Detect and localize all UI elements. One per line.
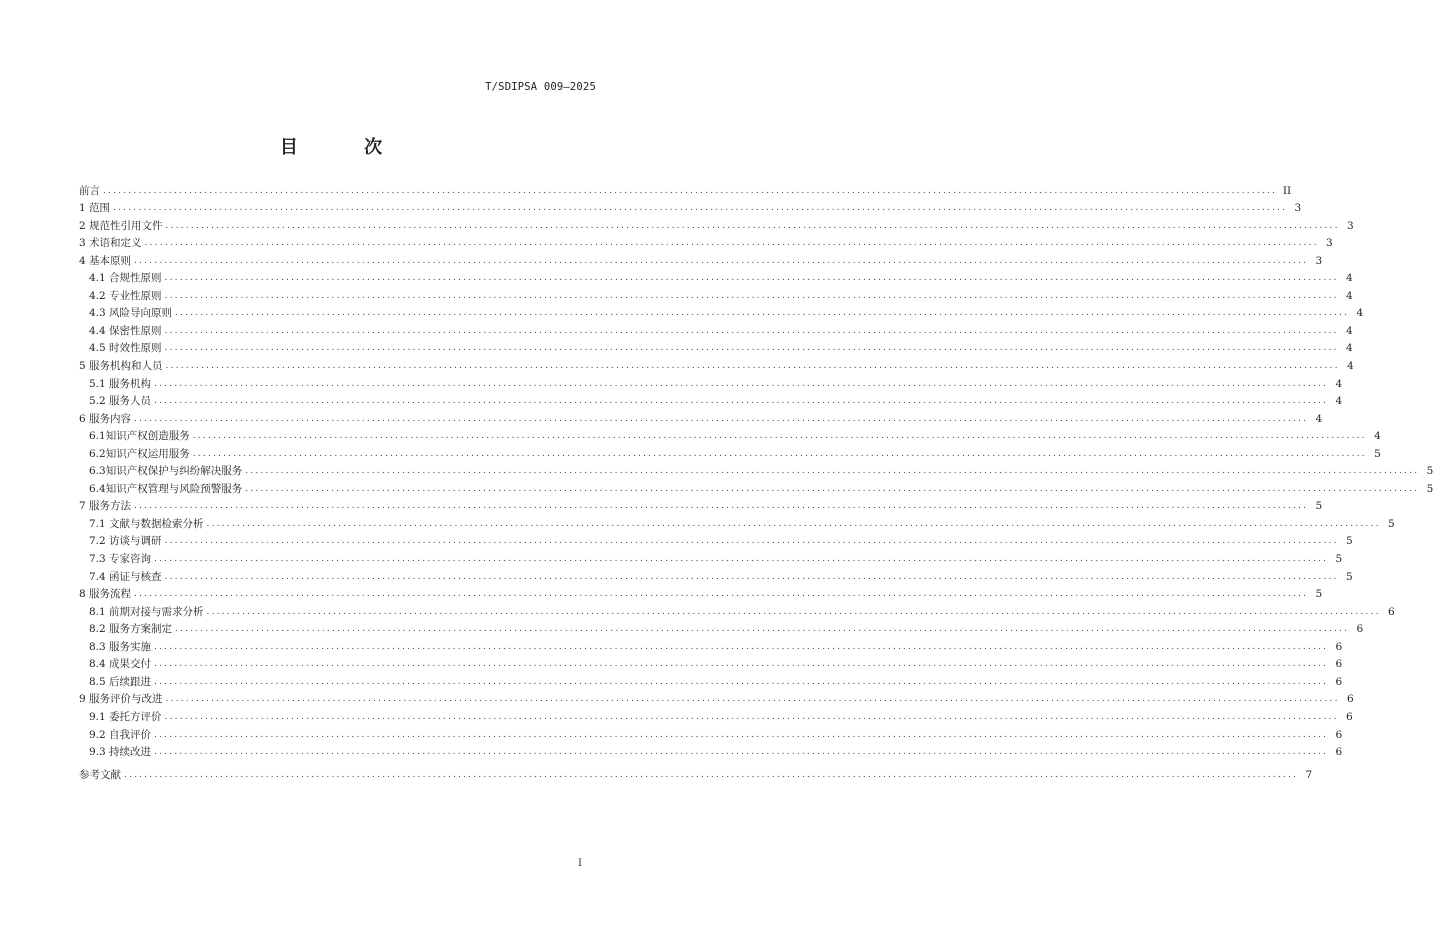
toc-entry-page: 3 bbox=[1346, 219, 1354, 232]
toc-entry-page: 6 bbox=[1335, 640, 1343, 653]
toc-entry-label: 5 服务机构和人员 bbox=[79, 360, 163, 373]
toc-entry-label: 5.1 服务机构 bbox=[89, 377, 152, 390]
toc-entry-page: 3 bbox=[1294, 202, 1302, 215]
toc-title: 目 次 bbox=[279, 137, 413, 158]
toc-entry-page: 4 bbox=[1345, 342, 1353, 355]
toc-entry-label: 6 服务内容 bbox=[79, 412, 132, 425]
toc-entry[interactable] bbox=[79, 548, 1343, 566]
toc-entry[interactable] bbox=[79, 285, 1353, 303]
toc-leader-dots: ........................................................................................................................................................................................................................................ bbox=[154, 676, 1329, 687]
toc-entry-label: 前言 bbox=[79, 184, 100, 197]
toc-entry[interactable] bbox=[79, 443, 1381, 461]
toc-leader-dots: ........................................................................................................................................................................................................................................ bbox=[165, 220, 1340, 231]
toc-entry[interactable] bbox=[79, 742, 1343, 760]
toc-entry[interactable] bbox=[79, 765, 1313, 783]
toc-entry[interactable] bbox=[79, 320, 1353, 338]
toc-entry-label: 参考文献 bbox=[79, 769, 121, 782]
toc-leader-dots: ........................................................................................................................................................................................................................................ bbox=[164, 711, 1339, 722]
toc-entry-label: 7.2 访谈与调研 bbox=[89, 535, 162, 548]
toc-entry[interactable] bbox=[79, 233, 1333, 251]
toc-leader-dots: ........................................................................................................................................................................................................................................ bbox=[154, 729, 1329, 740]
toc-entry-page: 6 bbox=[1345, 710, 1353, 723]
toc-leader-dots: ........................................................................................................................................................................................................................................ bbox=[154, 554, 1329, 565]
toc-entry-label: 7 服务方法 bbox=[79, 500, 132, 513]
toc-leader-dots: ........................................................................................................................................................................................................................................ bbox=[134, 589, 1309, 600]
toc-entry[interactable] bbox=[79, 513, 1395, 531]
toc-entry[interactable] bbox=[79, 496, 1323, 514]
toc-entry[interactable] bbox=[79, 566, 1353, 584]
toc-entry[interactable] bbox=[79, 268, 1353, 286]
toc-entry-page: 4 bbox=[1345, 324, 1353, 337]
toc-entry-label: 6.2知识产权运用服务 bbox=[89, 447, 190, 460]
toc-entry-page: 4 bbox=[1345, 272, 1353, 285]
toc-entry-label: 8 服务流程 bbox=[79, 588, 132, 601]
toc-leader-dots: ........................................................................................................................................................................................................................................ bbox=[164, 536, 1339, 547]
toc-entry-page: 6 bbox=[1335, 728, 1343, 741]
toc-entry-page: 5 bbox=[1315, 500, 1323, 513]
toc-entry-page: 5 bbox=[1315, 588, 1323, 601]
toc-leader-dots: ........................................................................................................................................................................................................................................ bbox=[206, 518, 1381, 529]
toc-entry[interactable] bbox=[79, 250, 1323, 268]
toc-entry-page: 6 bbox=[1335, 746, 1343, 759]
toc-entry-page: 6 bbox=[1387, 605, 1395, 618]
toc-leader-dots: ........................................................................................................................................................................................................................................ bbox=[175, 308, 1350, 319]
toc-entry-page: 4 bbox=[1356, 307, 1364, 320]
toc-entry[interactable] bbox=[79, 215, 1354, 233]
toc-entry[interactable] bbox=[79, 619, 1364, 637]
toc-entry[interactable] bbox=[79, 461, 1433, 479]
toc-entry[interactable] bbox=[79, 689, 1354, 707]
toc-entry-label: 7.4 函证与核查 bbox=[89, 570, 162, 583]
toc-entry-label: 6.3知识产权保护与纠纷解决服务 bbox=[89, 465, 243, 478]
toc-entry-page: 5 bbox=[1374, 447, 1381, 460]
toc-entry-label: 8.2 服务方案制定 bbox=[89, 623, 173, 636]
toc-entry-label: 9.1 委托方评价 bbox=[89, 710, 162, 723]
toc-leader-dots: ........................................................................................................................................................................................................................................ bbox=[192, 431, 1367, 442]
toc-entry-page: II bbox=[1282, 184, 1292, 197]
toc-entry-page: 5 bbox=[1345, 535, 1353, 548]
toc-entry-label: 9 服务评价与改进 bbox=[79, 693, 163, 706]
toc-entry-page: 5 bbox=[1345, 570, 1353, 583]
toc-entry-label: 1 范围 bbox=[79, 202, 111, 215]
toc-entry[interactable] bbox=[79, 724, 1343, 742]
toc-entry-page: 6 bbox=[1335, 658, 1343, 671]
toc-entry[interactable] bbox=[79, 531, 1353, 549]
toc-leader-dots: ........................................................................................................................................................................................................................................ bbox=[192, 448, 1367, 459]
toc-entry-page: 4 bbox=[1335, 395, 1343, 408]
toc-entry-page: 5 bbox=[1426, 465, 1433, 478]
toc-entry[interactable] bbox=[79, 373, 1343, 391]
toc-entry[interactable] bbox=[79, 338, 1353, 356]
toc-entry[interactable] bbox=[79, 198, 1302, 216]
toc-leader-dots: ........................................................................................................................................................................................................................................ bbox=[113, 203, 1288, 214]
toc-entry-label: 5.2 服务人员 bbox=[89, 395, 152, 408]
toc-entry-page: 5 bbox=[1426, 482, 1433, 495]
toc-entry[interactable] bbox=[79, 391, 1343, 409]
toc-entry[interactable] bbox=[79, 601, 1395, 619]
toc-entry-label: 4 基本原则 bbox=[79, 254, 132, 267]
toc-leader-dots: ........................................................................................................................................................................................................................................ bbox=[154, 659, 1329, 670]
toc-leader-dots: ........................................................................................................................................................................................................................................ bbox=[164, 571, 1339, 582]
toc-leader-dots: ........................................................................................................................................................................................................................................ bbox=[164, 343, 1339, 354]
toc-entry[interactable] bbox=[79, 408, 1323, 426]
toc-entry-label: 6.4知识产权管理与风险预警服务 bbox=[89, 482, 243, 495]
toc-leader-dots: ........................................................................................................................................................................................................................................ bbox=[245, 466, 1420, 477]
toc-entry-page: 3 bbox=[1315, 254, 1323, 267]
toc-entry-page: 4 bbox=[1335, 377, 1343, 390]
toc-leader-dots: ........................................................................................................................................................................................................................................ bbox=[164, 325, 1339, 336]
toc-leader-dots: ........................................................................................................................................................................................................................................ bbox=[165, 361, 1340, 372]
toc-entry-label: 4.5 时效性原则 bbox=[89, 342, 162, 355]
toc-leader-dots: ........................................................................................................................................................................................................................................ bbox=[154, 747, 1329, 758]
toc-entry-label: 8.1 前期对接与需求分析 bbox=[89, 605, 204, 618]
toc-entry-label: 4.4 保密性原则 bbox=[89, 324, 162, 337]
toc-entry-page: 5 bbox=[1387, 517, 1395, 530]
toc-leader-dots: ........................................................................................................................................................................................................................................ bbox=[134, 255, 1309, 266]
toc-entry-page: 7 bbox=[1305, 769, 1313, 782]
toc-entry-label: 9.2 自我评价 bbox=[89, 728, 152, 741]
toc-entry-label: 2 规范性引用文件 bbox=[79, 219, 163, 232]
toc-entry-label: 4.2 专业性原则 bbox=[89, 289, 162, 302]
toc-entry-page: 4 bbox=[1345, 289, 1353, 302]
toc-entry-page: 4 bbox=[1346, 360, 1354, 373]
document-code: T/SDIPSA 009—2025 bbox=[485, 81, 596, 93]
toc-entry[interactable] bbox=[79, 426, 1381, 444]
toc-leader-dots: ........................................................................................................................................................................................................................................ bbox=[165, 694, 1340, 705]
toc-leader-dots: ........................................................................................................................................................................................................................................ bbox=[134, 501, 1309, 512]
toc-entry-page: 5 bbox=[1335, 553, 1343, 566]
toc-entry-label: 7.1 文献与数据检索分析 bbox=[89, 517, 204, 530]
toc-entry[interactable] bbox=[79, 355, 1354, 373]
toc-entry-label: 7.3 专家咨询 bbox=[89, 553, 152, 566]
toc-entry-label: 4.1 合规性原则 bbox=[89, 272, 162, 285]
toc-leader-dots: ........................................................................................................................................................................................................................................ bbox=[134, 413, 1309, 424]
toc-entry[interactable] bbox=[79, 478, 1433, 496]
toc-entry-label: 8.3 服务实施 bbox=[89, 640, 152, 653]
toc-leader-dots: ........................................................................................................................................................................................................................................ bbox=[245, 483, 1420, 494]
toc-entry-label: 6.1知识产权创造服务 bbox=[89, 430, 190, 443]
toc-entry-page: 6 bbox=[1356, 623, 1364, 636]
toc-entry-page: 4 bbox=[1315, 412, 1323, 425]
toc-entry[interactable] bbox=[79, 180, 1292, 198]
page-number: I bbox=[578, 858, 582, 869]
toc-entry[interactable] bbox=[79, 706, 1353, 724]
toc-leader-dots: ........................................................................................................................................................................................................................................ bbox=[154, 378, 1329, 389]
toc-entry[interactable] bbox=[79, 303, 1364, 321]
toc-entry-page: 3 bbox=[1325, 237, 1333, 250]
table-of-contents bbox=[79, 180, 1433, 782]
toc-leader-dots: ........................................................................................................................................................................................................................................ bbox=[103, 185, 1278, 196]
toc-entry-label: 4.3 风险导向原则 bbox=[89, 307, 173, 320]
toc-leader-dots: ........................................................................................................................................................................................................................................ bbox=[206, 606, 1381, 617]
toc-leader-dots: ........................................................................................................................................................................................................................................ bbox=[175, 624, 1350, 635]
toc-entry-label: 3 术语和定义 bbox=[79, 237, 142, 250]
toc-leader-dots: ........................................................................................................................................................................................................................................ bbox=[164, 273, 1339, 284]
toc-leader-dots: ........................................................................................................................................................................................................................................ bbox=[164, 290, 1339, 301]
toc-entry[interactable] bbox=[79, 584, 1323, 602]
toc-entry-page: 6 bbox=[1335, 675, 1343, 688]
toc-entry-page: 6 bbox=[1346, 693, 1354, 706]
toc-entry-label: 9.3 持续改进 bbox=[89, 746, 152, 759]
toc-entry-label: 8.4 成果交付 bbox=[89, 658, 152, 671]
toc-leader-dots: ........................................................................................................................................................................................................................................ bbox=[124, 770, 1299, 781]
toc-leader-dots: ........................................................................................................................................................................................................................................ bbox=[154, 641, 1329, 652]
toc-leader-dots: ........................................................................................................................................................................................................................................ bbox=[154, 396, 1329, 407]
toc-leader-dots: ........................................................................................................................................................................................................................................ bbox=[144, 238, 1319, 249]
toc-entry-label: 8.5 后续跟进 bbox=[89, 675, 152, 688]
toc-entry[interactable] bbox=[79, 671, 1343, 689]
toc-entry[interactable] bbox=[79, 654, 1343, 672]
toc-entry[interactable] bbox=[79, 636, 1343, 654]
toc-entry-page: 4 bbox=[1374, 430, 1381, 443]
